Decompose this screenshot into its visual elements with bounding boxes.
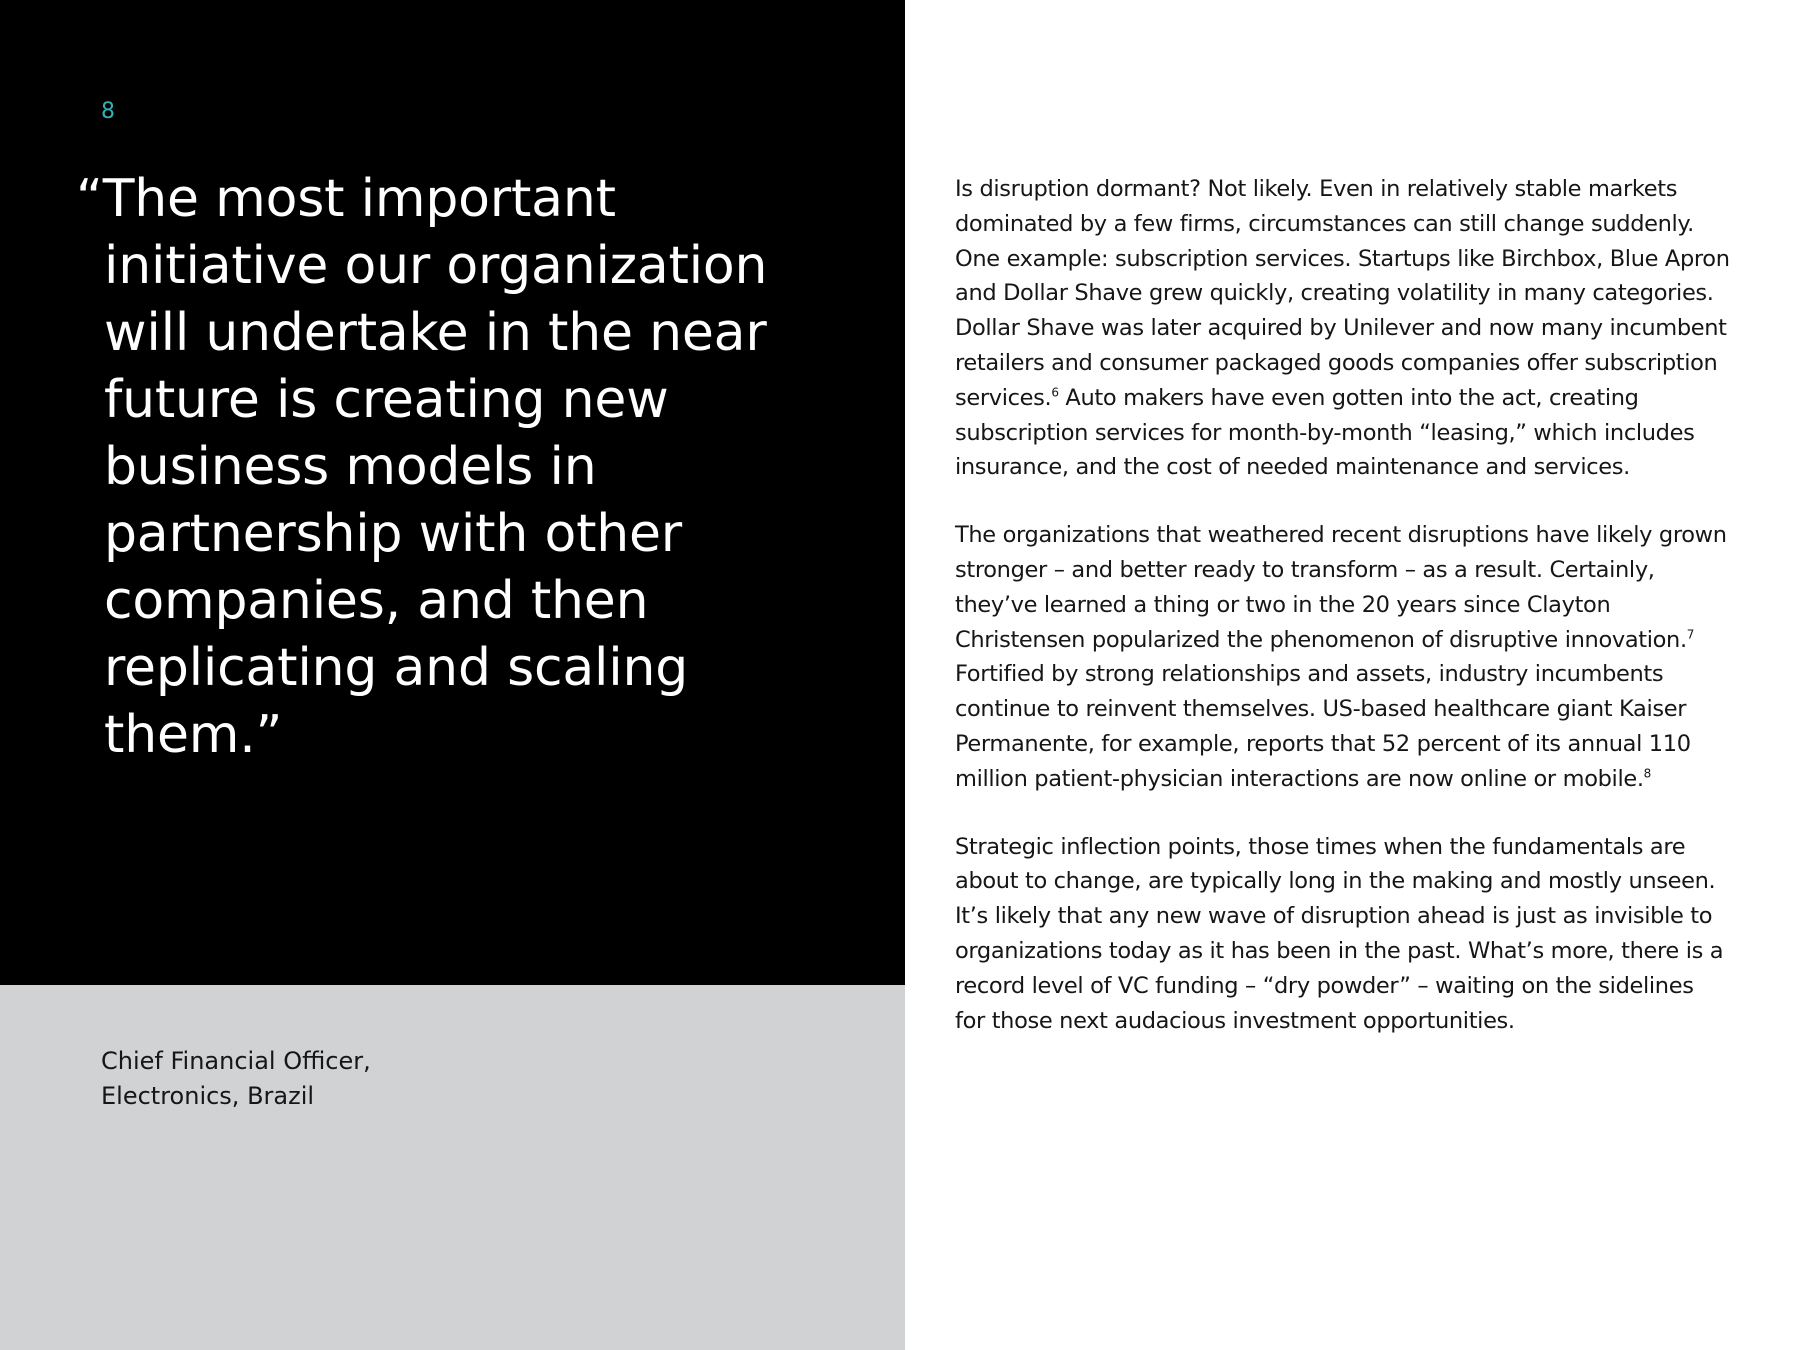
footnote-ref[interactable]: 7	[1686, 627, 1695, 642]
footnote-ref[interactable]: 8	[1643, 766, 1651, 781]
pull-quote: “The most important initiative our organization will undertake in the near future is creating new business models in partnership with other companies, and then replicating and scaling them.”	[76, 169, 768, 765]
paragraph-text: The organizations that weathered recent disruptions have likely grown stronger – and better ready to transform – as a result. Certainly, they’ve learned a thing or two in the 20 years since Clayton Christensen popularized the phenomenon of disruptive innovation.	[955, 522, 1727, 653]
paragraph-text: Auto makers have even gotten into the act, creating subscription services for month-by-month “leasing,” which includes insurance, and the cost of needed maintenance and services.	[955, 384, 1695, 481]
attribution-role: Chief Financial Officer,	[101, 1047, 371, 1075]
body-paragraph	[955, 830, 1730, 1039]
paragraph-text: Is disruption dormant? Not likely. Even in relatively stable markets dominated by a few firms, circumstances can still change suddenly. One example: subscription services. Startups like Birchbox, Blue Apron and Dollar Shave grew quickly, creating volatility in many categories. Dollar Shave was later acquired by Unilever and now many incumbent retailers and consumer packaged goods companies offer subscription services.	[955, 176, 1730, 411]
body-text-column	[955, 172, 1730, 1071]
attribution-context: Electronics, Brazil	[101, 1082, 315, 1110]
page-number: 8	[101, 99, 115, 124]
footnote-ref[interactable]: 6	[1051, 385, 1059, 400]
body-paragraph	[955, 172, 1730, 485]
quote-attribution	[101, 1044, 601, 1114]
quote-block	[0, 0, 905, 985]
paragraph-text: Fortified by strong relationships and assets, industry incumbents continue to reinvent themselves. US-based healthcare giant Kaiser Permanente, for example, reports that 52 percent of its annual 110 million patient-physician interactions are now online or mobile.	[955, 661, 1691, 792]
body-paragraph	[955, 518, 1730, 796]
paragraph-text: Strategic inflection points, those times when the fundamentals are about to change, are typically long in the making and mostly unseen. It’s likely that any new wave of disruption ahead is just as invisible to organizations today as it has been in the past. What’s more, there is a record level of VC funding – “dry powder” – waiting on the sidelines for those next audacious investment opportunities.	[955, 833, 1724, 1034]
